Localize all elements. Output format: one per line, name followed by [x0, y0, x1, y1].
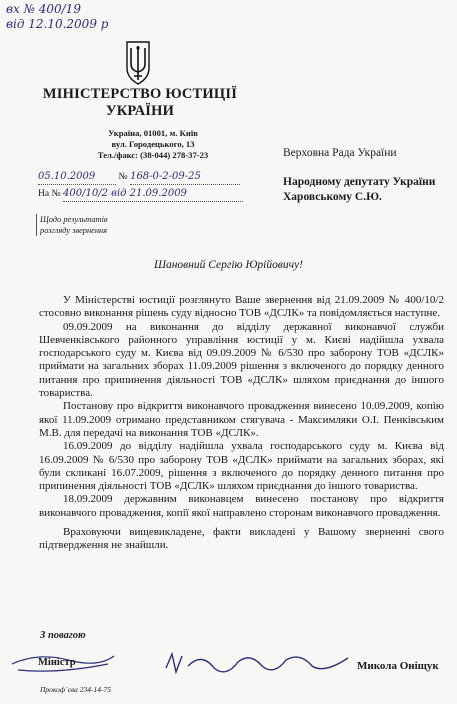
signatory-name: Микола Оніщук: [357, 660, 439, 672]
in-reply-registration: [38, 187, 243, 202]
address-phone: Тел./факс: (38-044) 278-37-23: [97, 150, 209, 160]
recipient-parliament: Верховна Рада України: [283, 147, 397, 159]
subject-note: [40, 214, 108, 236]
minister-signature: [162, 648, 352, 682]
in-reply-label: На №: [38, 189, 61, 199]
recipient-deputy: [283, 175, 435, 205]
registration-number: вх № 400/19: [6, 2, 81, 16]
ministry-title: [40, 86, 240, 120]
ministry-address: [78, 128, 228, 161]
outgoing-date: 05.10.2009: [38, 170, 116, 185]
executor-contact: Прокоф`єва 234-14-75: [40, 685, 112, 694]
letter-body: [39, 294, 444, 553]
registration-date: від 12.10.2009 р: [6, 17, 109, 31]
outgoing-number-label: №: [118, 172, 128, 182]
note-line2: розгляду звернення: [40, 226, 108, 235]
paragraph-6: Враховуючи вищевикладене, факти викладені у Вашому зверненні свого підтвердження не знайшли.: [39, 526, 444, 552]
recipient-deputy-name: Харовському С.Ю.: [283, 191, 382, 203]
recipient-deputy-line1: Народному депутату України: [283, 176, 436, 188]
address-line1: Україна, 01001, м. Київ: [108, 128, 198, 138]
paragraph-5: 18.09.2009 державним виконавцем винесено постанову про відкриття виконавчого провадження, копії якої направлено сторонам виконавчого провадження.: [39, 493, 444, 519]
handwritten-registration: [6, 2, 108, 32]
in-reply-value: 400/10/2 від 21.09.2009: [63, 187, 243, 202]
paragraph-1: У Міністерстві юстиції розглянуто Ваше звернення від 21.09.2009 № 400/10/2 стосовно виконання рішень суду відносно ТОВ «ДСЛК» та повідомляється наступне.: [39, 294, 444, 320]
note-line1: Щодо результатів: [40, 215, 108, 224]
address-line2: вул. Городецького, 13: [111, 139, 195, 149]
outgoing-number: 168-0-2-09-25: [130, 170, 240, 185]
paragraph-2: 09.09.2009 на виконання до відділу державної виконавчої служби Шевченківського районного управління юстиції у м. Києві надійшла ухвала господарського суду м. Києва від 09.09.2009 № 6/530 про заборону ТОВ «ДСЛК» приймати на загальних зборах 11.09.2009 рішення з включеного до порядку денного питання про припинення діяльності ТОВ «ДСЛК» шляхом приєднання до іншого товариства.: [39, 320, 444, 400]
paragraph-4: 16.09.2009 до відділу надійшла ухвала господарського суду м. Києва від 16.09.2009 № 6/530 про заборону ТОВ «ДСЛК» приймати на загальних зборах, які були скликані 16.07.2009, рішення з включеного до порядку денного питання про припинення діяльності ТОВ «ДСЛК» шляхом приєднання до іншого товариства.: [39, 440, 444, 493]
salutation: Шановний Сергію Юрійовичу!: [153, 259, 304, 271]
ministry-title-line1: МІНІСТЕРСТВО ЮСТИЦІЇ: [42, 86, 238, 102]
closing-phrase: З повагою: [40, 630, 86, 641]
ministry-title-line2: УКРАЇНИ: [105, 103, 175, 119]
trident-emblem-icon: [124, 38, 152, 86]
outgoing-registration: [38, 170, 240, 185]
signatory-title: Міністр: [38, 657, 76, 668]
note-bracket: [36, 214, 38, 236]
paragraph-3: Постанову про відкриття виконавчого провадження винесено 10.09.2009, копію якої 11.09.2009 отримано представником стягувача - Максимляки О.І. Пенківським М.В. для передачі на виконання ТОВ «ДСЛК».: [39, 400, 444, 439]
